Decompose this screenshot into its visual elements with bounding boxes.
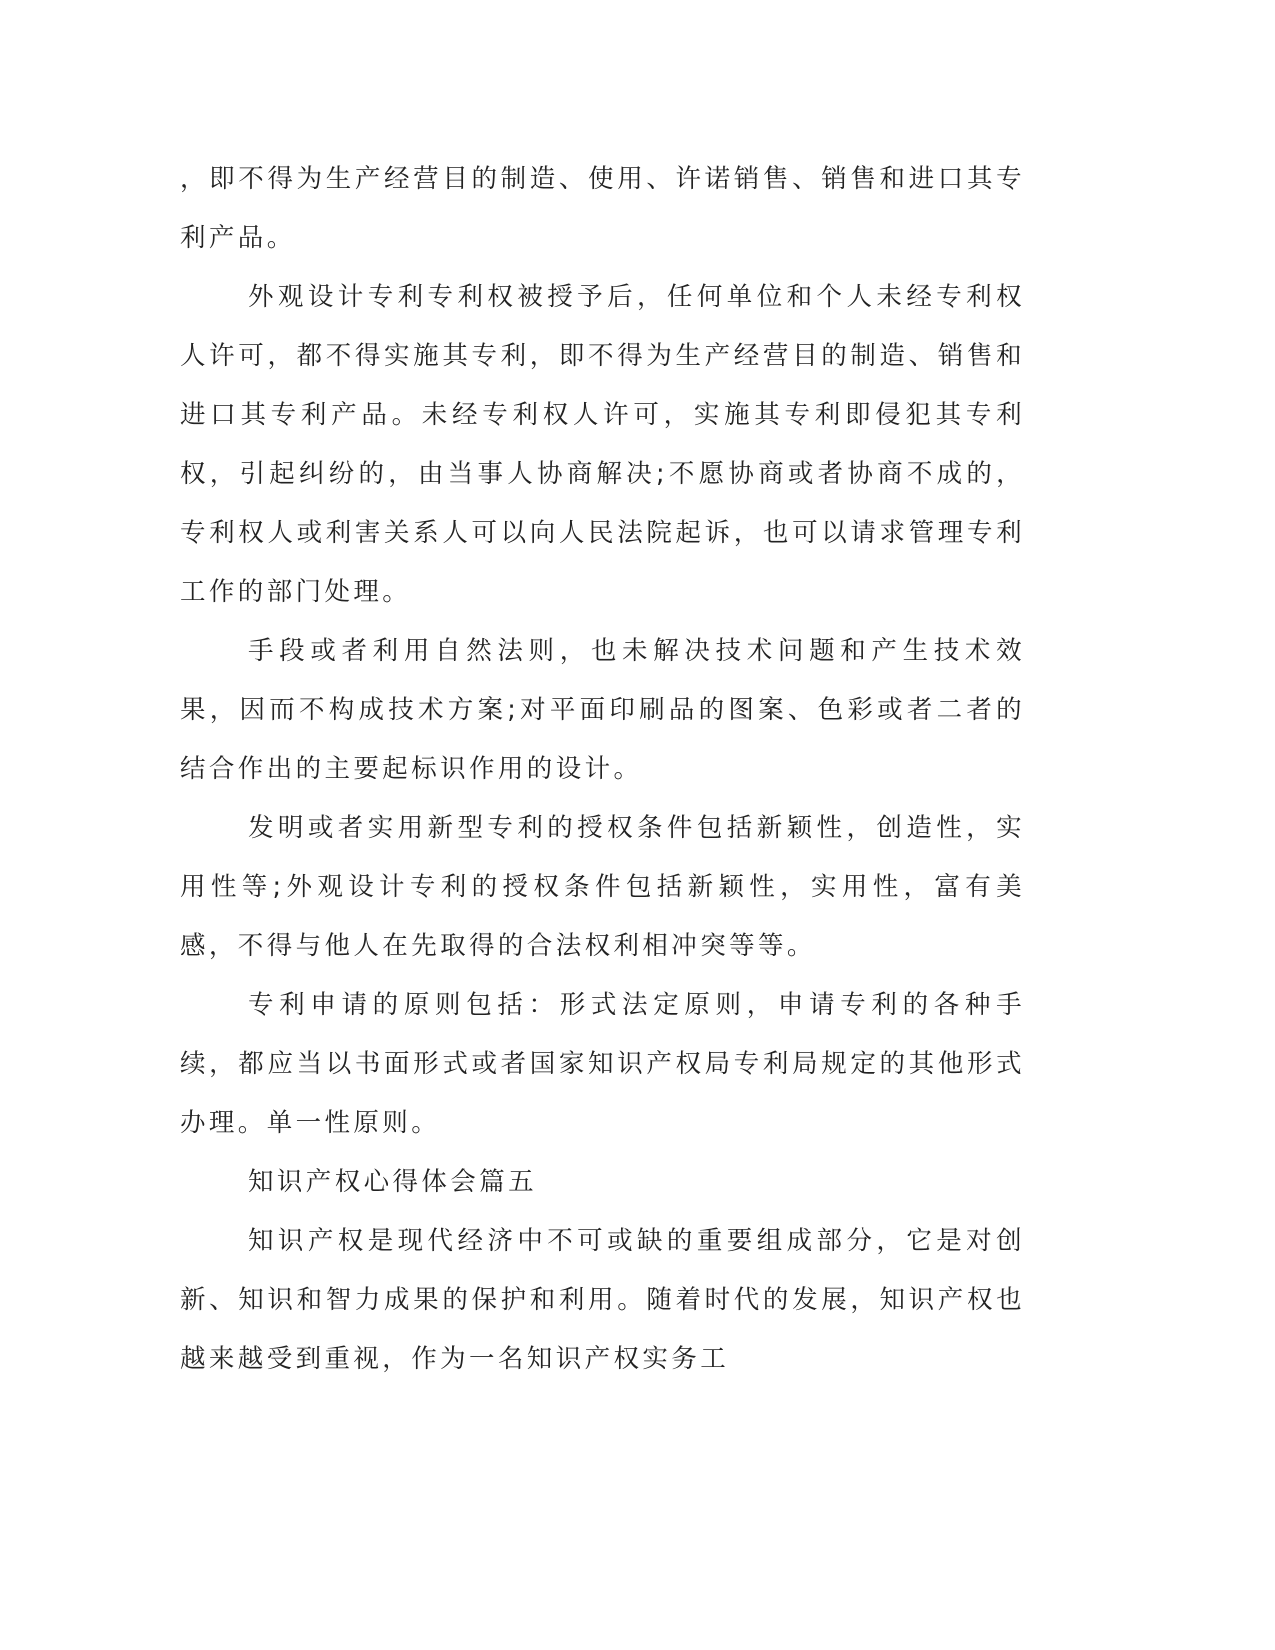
paragraph-continuation: ，即不得为生产经营目的制造、使用、许诺销售、销售和进口其专利产品。 — [180, 164, 1025, 253]
paragraph-intro: 知识产权是现代经济中不可或缺的重要组成部分，它是对创新、知识和智力成果的保护和利用。随着时代的发展，知识产权也越来越受到重视，作为一名知识产权实务工 — [180, 1226, 1025, 1374]
paragraph-grant-conditions: 发明或者实用新型专利的授权条件包括新颖性，创造性，实用性等;外观设计专利的授权条件包括新颖性，实用性，富有美感，不得与他人在先取得的合法权利相冲突等等。 — [180, 813, 1025, 961]
paragraph-design-patent: 外观设计专利专利权被授予后，任何单位和个人未经专利权人许可，都不得实施其专利，即不得为生产经营目的制造、销售和进口其专利产品。未经专利权人许可，实施其专利即侵犯其专利权，引起纠纷的，由当事人协商解决;不愿协商或者协商不成的，专利权人或利害关系人可以向人民法院起诉，也可以请求管理专利工作的部门处理。 — [180, 282, 1025, 607]
paragraph-application-principles: 专利申请的原则包括：形式法定原则，申请专利的各种手续，都应当以书面形式或者国家知识产权局专利局规定的其他形式办理。单一性原则。 — [180, 990, 1025, 1138]
paragraph-technical-means: 手段或者利用自然法则，也未解决技术问题和产生技术效果，因而不构成技术方案;对平面印刷品的图案、色彩或者二者的结合作出的主要起标识作用的设计。 — [180, 636, 1025, 784]
section-heading: 知识产权心得体会篇五 — [248, 1167, 538, 1197]
document-page — [180, 150, 1025, 1389]
